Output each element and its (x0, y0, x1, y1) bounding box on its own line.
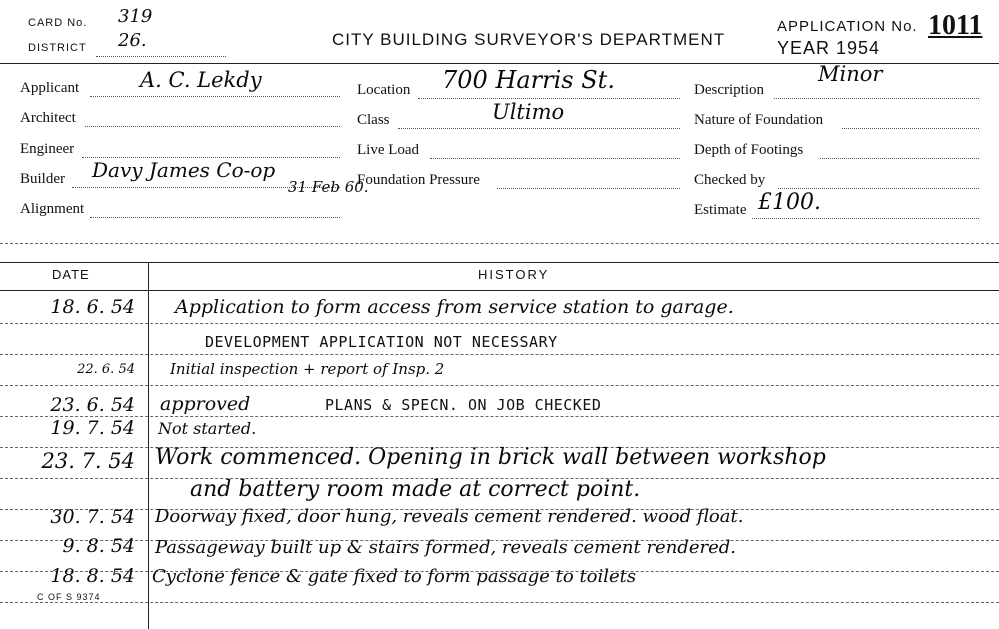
district-value: 26. (118, 30, 147, 51)
history-entry: approved (160, 393, 251, 415)
foundation-pressure-line (497, 188, 680, 189)
history-header-line (0, 290, 999, 291)
builder-note: 31 Feb 60. (288, 178, 369, 196)
row-line (0, 416, 999, 417)
engineer-label: Engineer (20, 141, 75, 157)
history-entry: and battery room made at correct point. (190, 477, 641, 502)
location-line (418, 98, 680, 99)
history-date: 9. 8. 54 (62, 535, 135, 557)
district-line (96, 56, 226, 57)
architect-line (85, 126, 340, 127)
estimate-value: £100. (758, 190, 821, 215)
date-header: DATE (52, 267, 90, 282)
plans-checked-stamp: PLANS & SPECN. ON JOB CHECKED (325, 396, 602, 414)
history-date: 30. 7. 54 (50, 506, 135, 528)
row-line (0, 602, 999, 603)
row-line (0, 354, 999, 355)
checked-by-label: Checked by (694, 172, 766, 188)
description-line (774, 98, 979, 99)
development-stamp: DEVELOPMENT APPLICATION NOT NECESSARY (205, 333, 558, 351)
architect-label: Architect (20, 110, 76, 126)
row-line (0, 323, 999, 324)
class-label: Class (357, 112, 390, 128)
form-code: C OF S 9374 (37, 592, 101, 602)
class-value: Ultimo (492, 100, 565, 124)
history-date: 23. 6. 54 (50, 394, 135, 416)
depth-of-footings-line (820, 158, 979, 159)
fields-bottom-line (0, 243, 999, 244)
depth-of-footings-label: Depth of Footings (694, 142, 804, 158)
history-date: 18. 8. 54 (50, 565, 135, 587)
applicant-label: Applicant (20, 80, 80, 96)
history-entry: Cyclone fence & gate fixed to form passage to toilets (152, 566, 637, 587)
estimate-line (752, 218, 979, 219)
applicant-value: A. C. Lekdy (140, 68, 262, 92)
application-label: APPLICATION No. (777, 18, 918, 35)
history-top-line (0, 262, 999, 263)
card-no-value: 319 (118, 6, 153, 27)
history-entry: Application to form access from service station to garage. (175, 296, 734, 318)
history-date: 22. 6. 54 (77, 362, 135, 377)
nature-of-foundation-label: Nature of Foundation (694, 112, 824, 128)
live-load-line (430, 158, 680, 159)
estimate-label: Estimate (694, 202, 747, 218)
applicant-line (90, 96, 340, 97)
district-label: DISTRICT (28, 42, 87, 54)
alignment-label: Alignment (20, 201, 85, 217)
builder-label: Builder (20, 171, 65, 187)
foundation-pressure-label: Foundation Pressure (357, 172, 480, 188)
location-value: 700 Harris St. (442, 66, 615, 94)
date-column-divider (148, 262, 149, 629)
builder-value: Davy James Co-op (92, 158, 276, 182)
card-no-label: CARD No. (28, 17, 88, 29)
history-date: 19. 7. 54 (50, 417, 135, 439)
department-title: CITY BUILDING SURVEYOR'S DEPARTMENT (332, 30, 726, 49)
year-label: YEAR 1954 (777, 38, 881, 58)
location-label: Location (357, 82, 411, 98)
history-header: HISTORY (478, 267, 550, 282)
application-number: 1011 (928, 10, 983, 41)
live-load-label: Live Load (357, 142, 420, 158)
nature-of-foundation-line (842, 128, 979, 129)
description-label: Description (694, 82, 764, 98)
description-value: Minor (818, 62, 883, 86)
checked-by-line (778, 188, 979, 189)
alignment-line (90, 217, 340, 218)
history-entry: Not started. (158, 419, 257, 438)
history-entry: Doorway fixed, door hung, reveals cement rendered. wood float. (155, 506, 744, 527)
history-date: 23. 7. 54 (41, 449, 135, 473)
history-entry: Passageway built up & stairs formed, reveals cement rendered. (155, 537, 736, 558)
history-date: 18. 6. 54 (50, 296, 135, 318)
class-line (398, 128, 680, 129)
row-line (0, 385, 999, 386)
history-entry: Initial inspection + report of Insp. 2 (170, 360, 445, 378)
history-entry: Work commenced. Opening in brick wall between workshop (155, 445, 826, 470)
